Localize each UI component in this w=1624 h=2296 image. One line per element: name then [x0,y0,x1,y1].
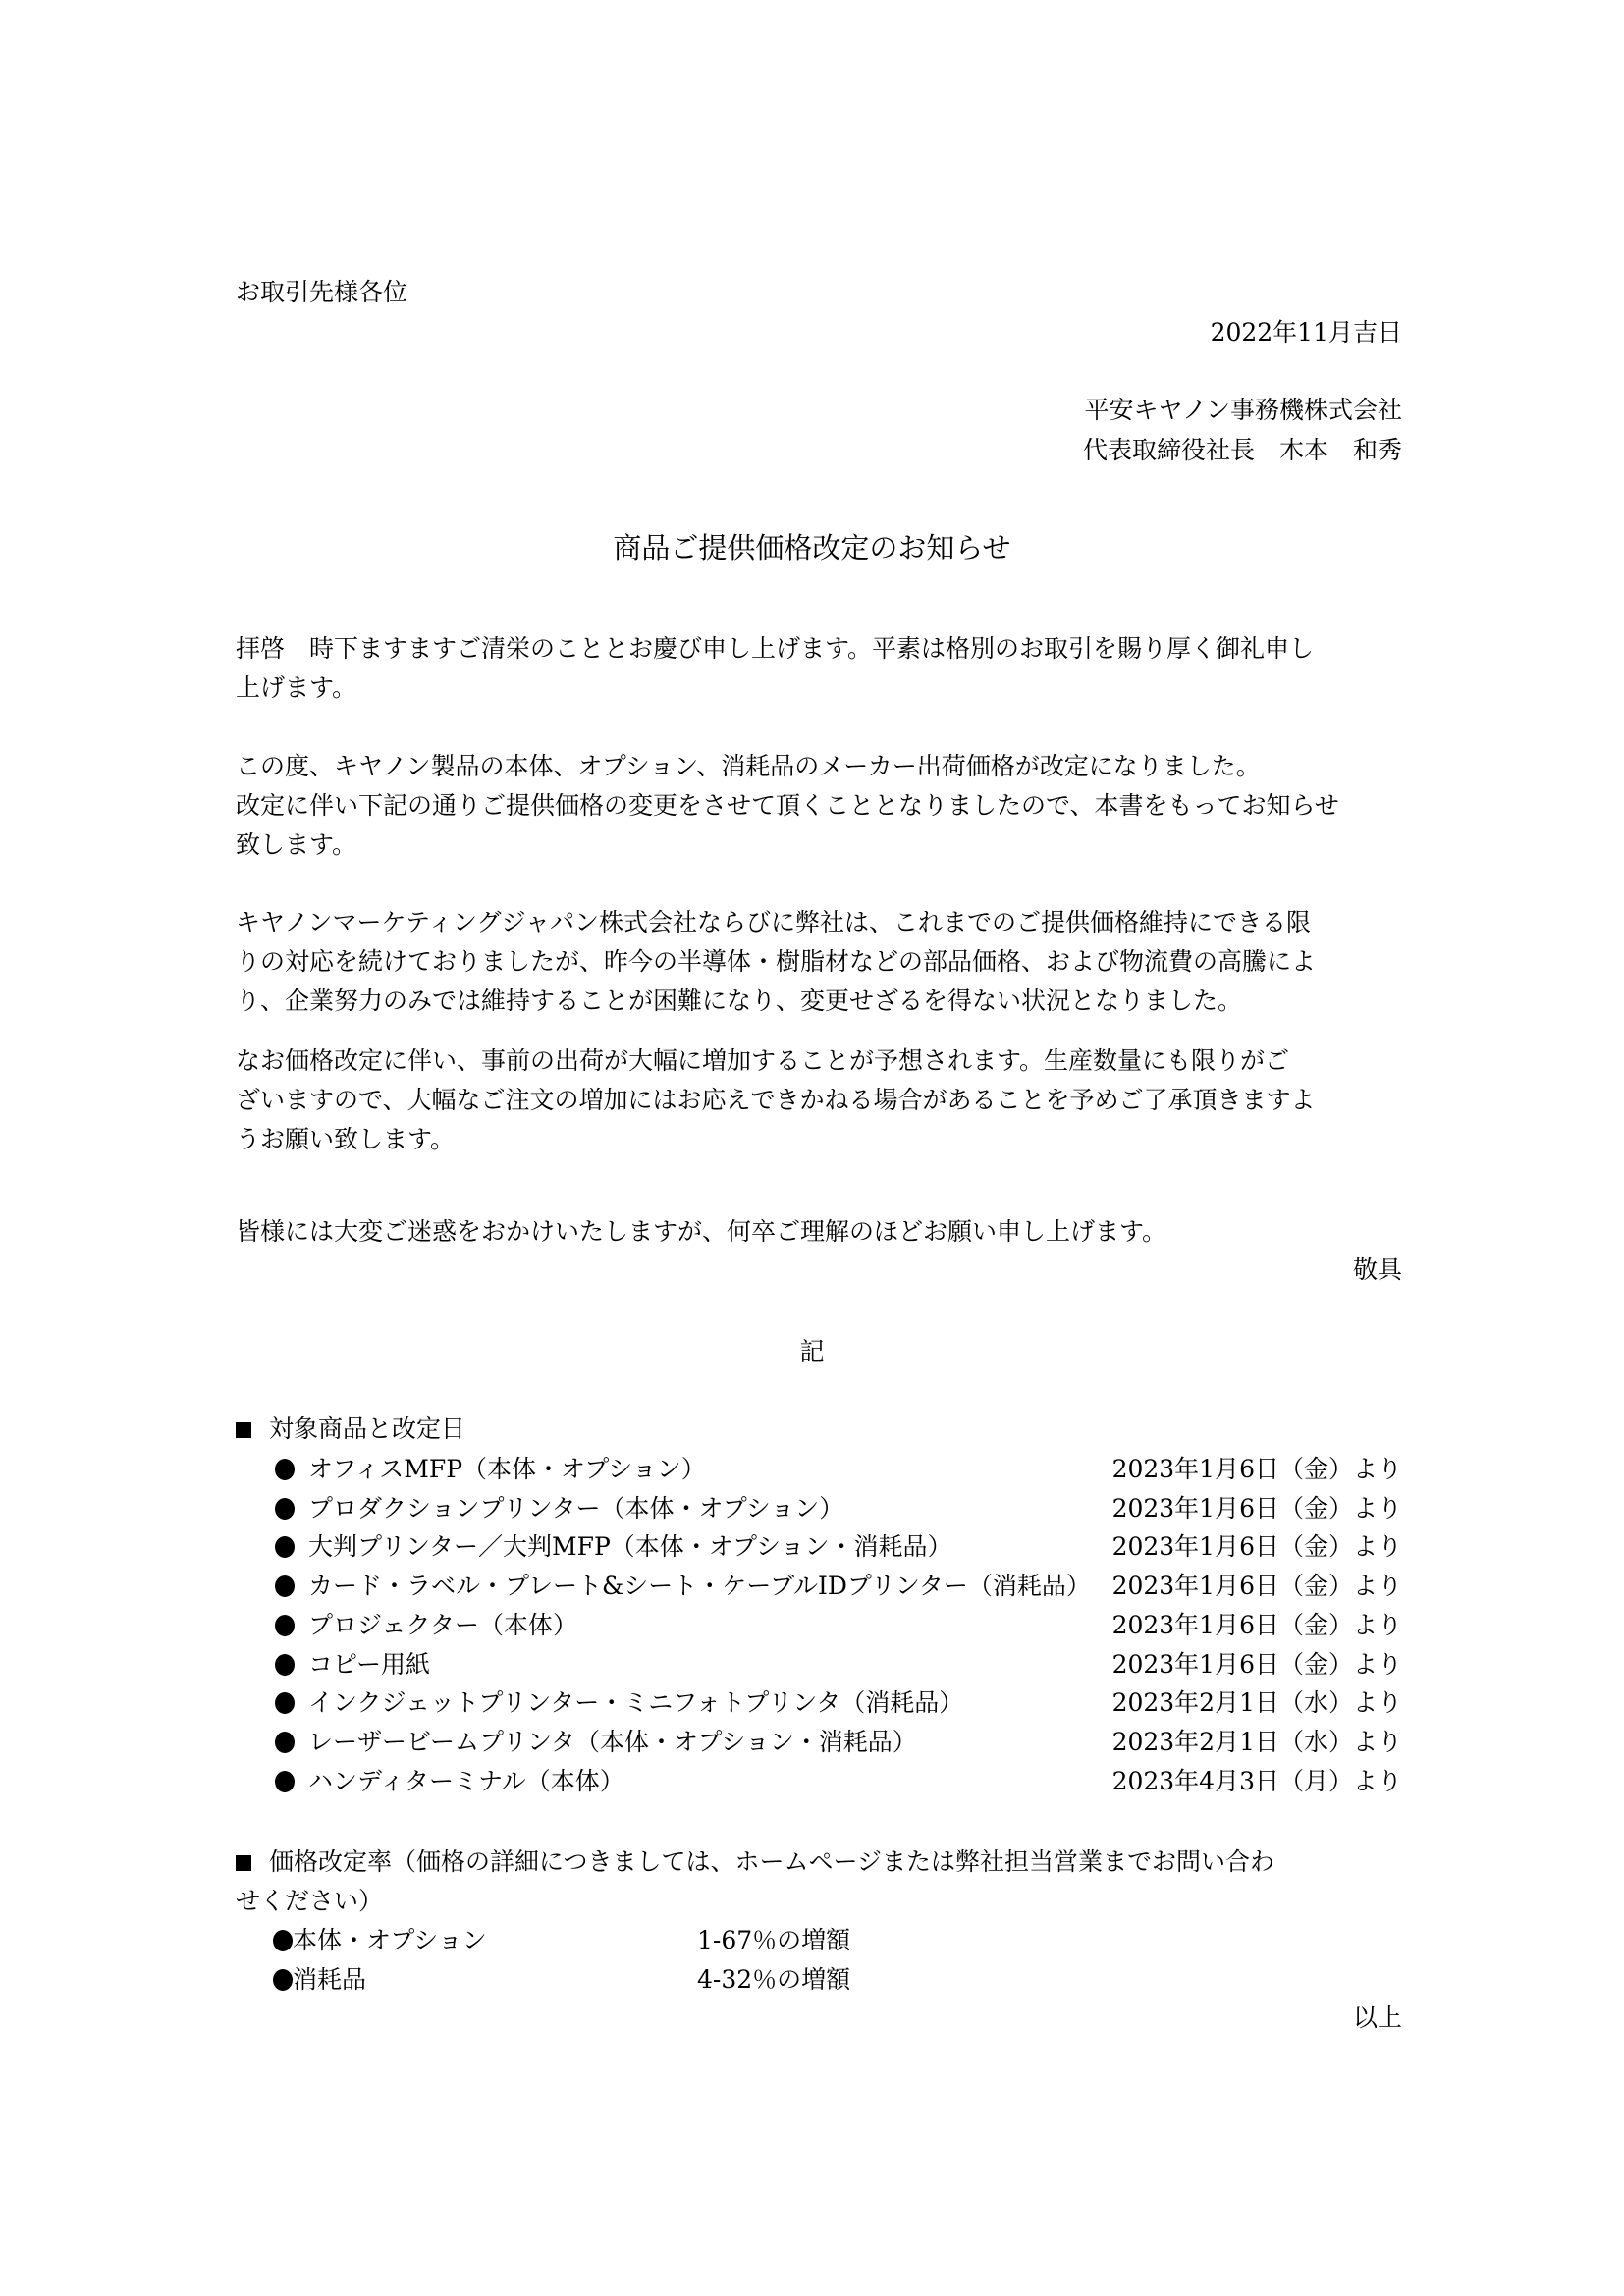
rate-value: 4-32％の増額 [697,1965,851,1994]
product-name: 大判プリンター／大判MFP（本体・オプション・消耗品） [308,1532,952,1562]
product-name: プロジェクター（本体） [308,1610,578,1639]
bullet-icon [273,1930,293,1951]
product-item [275,1611,1402,1640]
product-name: インクジェットプリンター・ミニフォトプリンタ（消耗品） [308,1688,964,1718]
bullet-icon [275,1459,295,1480]
bullet-icon [275,1615,295,1636]
revision-date: 2023年2月1日（水）より [1111,1688,1402,1718]
bullet-icon [275,1536,295,1558]
revision-date: 2023年2月1日（水）より [1111,1727,1402,1756]
rate-row [273,1965,851,1995]
product-item [275,1572,1402,1601]
sender-company: 平安キヤノン事務機株式会社 [1084,396,1402,424]
paragraph-line: ざいますので、大幅なご注文の増加にはお応えできかねる場合があることを予めご了承頂きますよ [236,1086,1316,1114]
section-rate-heading-cont: せください） [236,1887,384,1915]
paragraph-line: りの対応を続けておりましたが、昨今の半導体・樹脂材などの部品価格、および物流費の高騰によ [236,947,1317,976]
rate-value: 1-67％の増額 [697,1926,851,1954]
product-name: ハンディターミナル（本体） [308,1766,624,1795]
product-name: プロダクションプリンター（本体・オプション） [308,1493,844,1522]
product-name: カード・ラベル・プレート&シート・ケーブルIDプリンター（消耗品） [308,1572,1091,1601]
paragraph-line: この度、キヤノン製品の本体、オプション、消耗品のメーカー出荷価格が改定になりました。 [236,752,1261,780]
product-item [275,1532,1402,1562]
product-item [275,1688,1402,1718]
addressee: お取引先様各位 [236,278,408,306]
closing-ijou: 以上 [1352,2003,1402,2032]
revision-date: 2023年1月6日（金）より [1111,1455,1402,1483]
product-name: オフィスMFP（本体・オプション） [308,1455,706,1483]
rate-category: 消耗品 [293,1965,367,1994]
paragraph-reason [236,908,1316,1026]
section-target-products-heading [236,1415,465,1444]
revision-date: 2023年1月6日（金）より [1111,1493,1402,1522]
paragraph-apology [236,1217,1166,1256]
paragraph-line: 上げます。 [236,673,357,702]
paragraph-line: り、企業努力のみでは維持することが困難になり、変更せざるを得ない状況となりました。 [236,987,1243,1015]
section-heading-text: 対象商品と改定日 [269,1415,466,1443]
rate-category: 本体・オプション [293,1926,487,1954]
paragraph-notice [236,1046,1316,1164]
closing-keigu: 敬具 [1352,1255,1402,1284]
section-rate-heading [236,1847,1274,1877]
product-item [275,1650,1402,1680]
bullet-icon [275,1498,295,1520]
paragraph-line: 拝啓 時下ますますご清栄のこととお慶び申し上げます。平素は格別のお取引を賜り厚く御礼申し [236,634,1315,663]
square-bullet-icon [236,1855,251,1871]
product-name: コピー用紙 [308,1649,431,1679]
ki-heading: 記 [799,1337,825,1365]
revision-date: 2023年1月6日（金）より [1111,1572,1402,1601]
sender-representative: 代表取締役社長 木本 和秀 [1082,436,1402,464]
rate-row [273,1926,851,1955]
letter-date: 2022年11月吉日 [1210,318,1402,347]
paragraph-line: うお願い致します。 [236,1125,456,1153]
paragraph-line: 改定に伴い下記の通りご提供価格の変更をさせて頂くこととなりましたので、本書をもってお知らせ [236,791,1339,820]
paragraph-line: キヤノンマーケティングジャパン株式会社ならびに弊社は、これまでのご提供価格維持にできる限 [236,908,1312,936]
bullet-icon [275,1654,295,1676]
paragraph-revision [236,752,1339,870]
revision-date: 2023年4月3日（月）より [1111,1766,1402,1795]
document-title: 商品ご提供価格改定のお知らせ [613,531,1011,564]
paragraph-line: 皆様には大変ご迷惑をおかけいたしますが、何卒ご理解のほどお願い申し上げます。 [236,1217,1167,1246]
bullet-icon [275,1575,295,1597]
square-bullet-icon [236,1422,251,1438]
paragraph-greeting [236,634,1314,713]
revision-date: 2023年1月6日（金）より [1111,1649,1402,1679]
product-name: レーザービームプリンタ（本体・オプション・消耗品） [308,1727,917,1756]
section-heading-text: 価格改定率（価格の詳細につきましては、ホームページまたは弊社担当営業までお問い合わ [269,1847,1275,1876]
bullet-icon [275,1732,295,1753]
product-item [275,1728,1402,1757]
paragraph-line: 致します。 [236,830,357,859]
revision-date: 2023年1月6日（金）より [1111,1610,1402,1639]
product-item [275,1494,1402,1523]
revision-date: 2023年1月6日（金）より [1111,1532,1402,1562]
product-item [275,1767,1402,1796]
product-item [275,1455,1402,1484]
bullet-icon [273,1969,293,1991]
bullet-icon [275,1692,295,1714]
bullet-icon [275,1771,295,1792]
paragraph-line: なお価格改定に伴い、事前の出荷が大幅に増加することが予想されます。生産数量にも限りがご [236,1046,1290,1075]
